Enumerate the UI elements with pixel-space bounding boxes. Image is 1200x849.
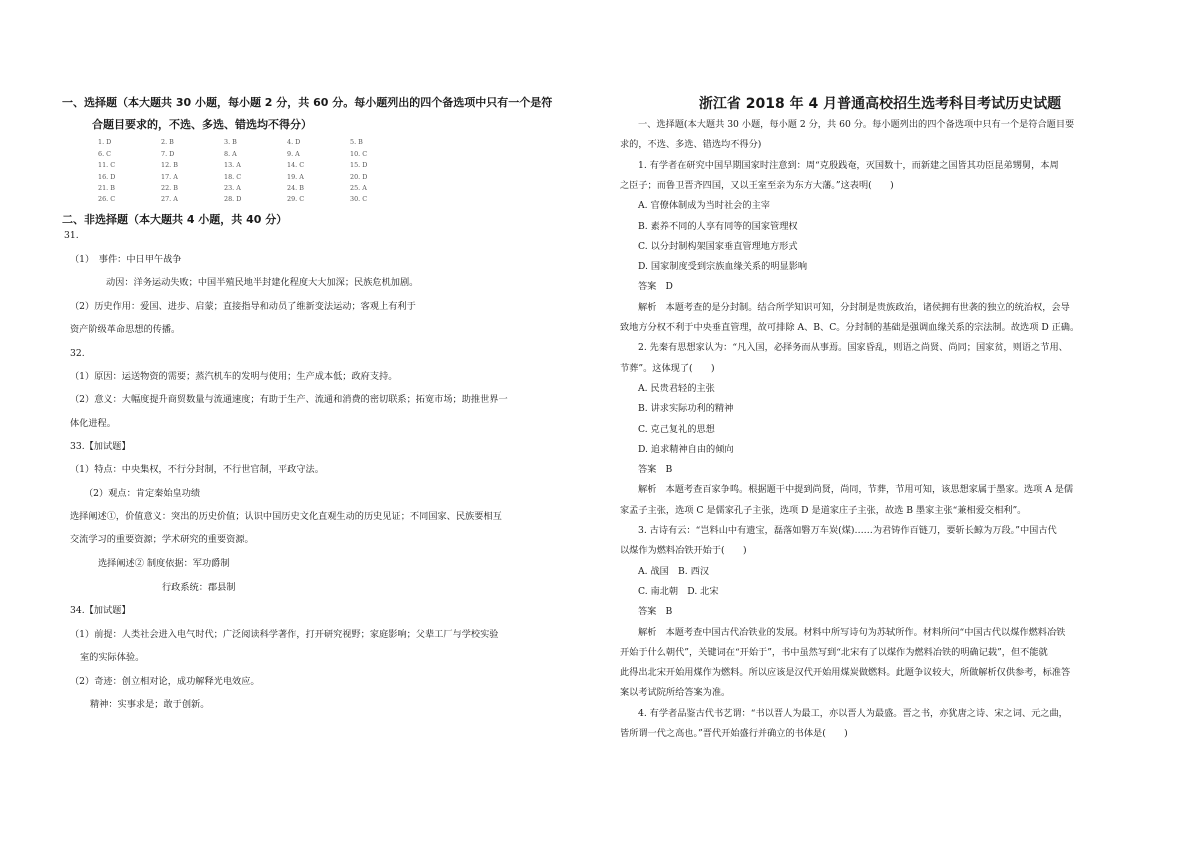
answer-cell: 21. B [98,184,115,193]
answer-cell: 8. A [224,149,237,158]
question-line: A. 战国 B. 西汉 [638,565,710,577]
question-line: B. 讲求实际功利的精神 [638,403,734,415]
question-line: 解析 本题考查中国古代冶铁业的发展。材料中所写诗句为苏轼所作。材料所问“中国古代以煤作燃料冶铁 [638,626,1066,638]
question-line: 答案 B [638,606,673,618]
answer-cell: 7. D [161,149,175,158]
question-line: C. 南北朝 D. 北宋 [638,585,719,597]
question-line: C. 以分封制构架国家垂直管理地方形式 [638,240,798,252]
answer-cell: 2. B [161,138,174,147]
answer-line: （1） 事件：中日甲午战争 [70,254,182,266]
answer-cell: 3. B [224,138,237,147]
answer-line: 31. [64,230,79,242]
answer-cell: 12. B [161,161,178,170]
question-line: 以煤作为燃料冶铁开始于( ) [620,545,747,557]
question-line: 节葬”。这体现了( ) [620,362,715,374]
answer-grid [98,137,594,205]
answer-lines [62,231,594,791]
answer-line: 室的实际体验。 [80,652,145,664]
answer-cell: 1. D [98,138,112,147]
answer-cell: 9. A [287,149,300,158]
question-line: 一、选择题(本大题共 30 小题，每小题 2 分，共 60 分。每小题列出的四个备选项中只有一个是符合题目要 [638,119,1075,130]
section2-title: 二、非选择题（本大题共 4 小题，共 40 分） [62,213,288,227]
answer-line: 行政系统：郡县制 [162,582,236,594]
answer-line: （1）前提：人类社会进入电气时代；广泛阅读科学著作，打开研究视野；家庭影响；父辈工厂与学校实验 [70,629,499,641]
answer-cell: 17. A [161,172,178,181]
question-line: 4. 有学者品鉴古代书艺谓：“书以晋人为最工，亦以晋人为最盛。晋之书，亦犹唐之诗、宋之词、元之曲， [638,707,1068,719]
document-title: 浙江省 2018 年 4 月普通高校招生选考科目考试历史试题 [698,96,1062,112]
answer-cell: 26. C [98,195,116,204]
answer-row [98,160,594,171]
answer-cell: 6. C [98,149,112,158]
answer-cell: 28. D [224,195,242,204]
answer-cell: 20. D [350,172,368,181]
question-line: 3. 古诗有云：“岂料山中有遗宝，磊落如䃜万车炭(煤)……为君铸作百链刀，要斩长鲸为万段。”中国古代 [638,525,1057,536]
answer-row [98,194,594,205]
answer-key-column [62,92,594,791]
section1-title [62,92,594,136]
answer-cell: 30. C [350,195,368,204]
answer-cell: 19. A [287,172,304,181]
question-line: 解析 本题考查的是分封制。结合所学知识可知，分封制是贵族政治，诸侯拥有世袭的独立的统治权，会导 [638,301,1070,313]
answer-cell: 13. A [224,161,241,170]
question-line: B. 素养不同的人享有同等的国家管理权 [638,220,798,232]
answer-line: 33.【加试题】 [70,441,131,453]
answer-line: 动因：洋务运动失败；中国半殖民地半封建化程度大大加深；民族危机加剧。 [106,277,419,289]
answer-line: 精神：实事求是；敢于创新。 [90,699,210,711]
answer-line: （1）原因：运送物资的需要；蒸汽机车的发明与使用；生产成本低；政府支持。 [70,371,398,383]
question-line: 开始于什么朝代”，关键词在“开始于”，书中虽然写到“北宋有了以煤作为燃料冶铁的明确记载”，但不能就 [620,646,1048,658]
answer-row [98,183,594,194]
question-line: 答案 D [638,281,673,293]
answer-cell: 29. C [287,195,305,204]
answer-line: 体化进程。 [70,418,116,430]
question-line: 皆所谓一代之高也。”晋代开始盛行并确立的书体是( ) [620,728,848,739]
question-line: 此得出北宋开始用煤作为燃料。所以应该是汉代开始用煤炭做燃料。此题争议较大，所做解析仅供参考，标准答 [620,667,1071,679]
question-line: 案以考试院所给答案为准。 [620,687,731,699]
answer-cell: 25. A [350,184,367,193]
answer-line: （2）观点：肯定秦始皇功绩 [84,488,201,500]
answer-line: 选择阐述①，价值意义：突出的历史价值；认识中国历史文化直观生动的历史见证；不同国家、民族要相互 [70,511,502,523]
answer-cell: 16. D [98,172,116,181]
answer-line: 32. [70,348,85,360]
answer-cell: 4. D [287,138,301,147]
question-line: D. 国家制度受到宗族血缘关系的明显影响 [638,261,808,273]
section1-title-line2: 合题目要求的，不选、多选、错选均不得分） [92,118,312,131]
question-line: C. 克己复礼的思想 [638,423,715,435]
answer-line: （1）特点：中央集权，不行分封制，不行世官制，平政守法。 [70,464,324,476]
answer-cell: 14. C [287,161,305,170]
question-line: D. 追求精神自由的倾向 [638,443,734,455]
answer-line: （2）意义：大幅度提升商贸数量与流通速度；有助于生产、流通和消费的密切联系；拓宽市场；助推世界一 [70,394,508,406]
answer-row [98,137,594,148]
question-line: 致地方分权不利于中央垂直管理，故可排除 A、B、C。分封制的基础是强调血缘关系的宗法制。故选项 D 正确。 [620,322,1080,333]
question-column [620,92,1140,796]
answer-row [98,171,594,182]
answer-line: （2）奇迹：创立相对论，成功解释光电效应。 [70,676,260,688]
question-lines [620,116,1140,796]
answer-cell: 27. A [161,195,178,204]
question-line: 2. 先秦有思想家认为：“凡入国，必择务而从事焉。国家昏乱，则语之尚贤、尚同；国家贫，则语之节用、 [638,342,1068,354]
answer-line: 34.【加试题】 [70,605,131,617]
question-line: 家孟子主张，选项 C 是儒家孔子主张，选项 D 是道家庄子主张，故选 B 墨家主张“兼相爱交相利”。 [620,504,1027,516]
answer-cell: 24. B [287,184,304,193]
question-line: A. 民贵君轻的主张 [638,382,715,394]
answer-cell: 18. C [224,172,242,181]
answer-line: 交流学习的重要资源；学术研究的重要资源。 [70,534,254,546]
answer-cell: 22. B [161,184,178,193]
question-line: 解析 本题考查百家争鸣。根据题干中提到尚贤，尚同，节葬，节用可知，该思想家属于墨家。选项 A 是儒 [638,484,1074,496]
answer-cell: 11. C [98,161,116,170]
answer-cell: 23. A [224,184,241,193]
answer-line: （2）历史作用：爱国、进步、启蒙；直接指导和动员了维新变法运动；客观上有利于 [70,301,416,313]
question-line: A. 官僚体制成为当时社会的主宰 [638,200,770,212]
question-line: 答案 B [638,464,673,476]
answer-cell: 5. B [350,138,363,147]
answer-cell: 10. C [350,149,368,158]
answer-row [98,148,594,159]
answer-line: 资产阶级革命思想的传播。 [70,324,181,336]
question-line: 1. 有学者在研究中国早期国家时注意到：周“克殷践奄，灭国数十，而新建之国皆其功臣昆弟甥舅，本周 [638,159,1059,171]
question-line: 之臣子；而鲁卫晋齐四国，又以王室至亲为东方大藩。”这表明( ) [620,179,894,191]
question-line: 求的，不选、多选、错选均不得分) [620,139,762,151]
answer-cell: 15. D [350,161,368,170]
answer-line: 选择阐述② 制度依据：军功爵制 [98,558,230,570]
section1-title-line1: 一、选择题（本大题共 30 小题，每小题 2 分，共 60 分。每小题列出的四个备选项中只有一个是符 [62,96,553,109]
